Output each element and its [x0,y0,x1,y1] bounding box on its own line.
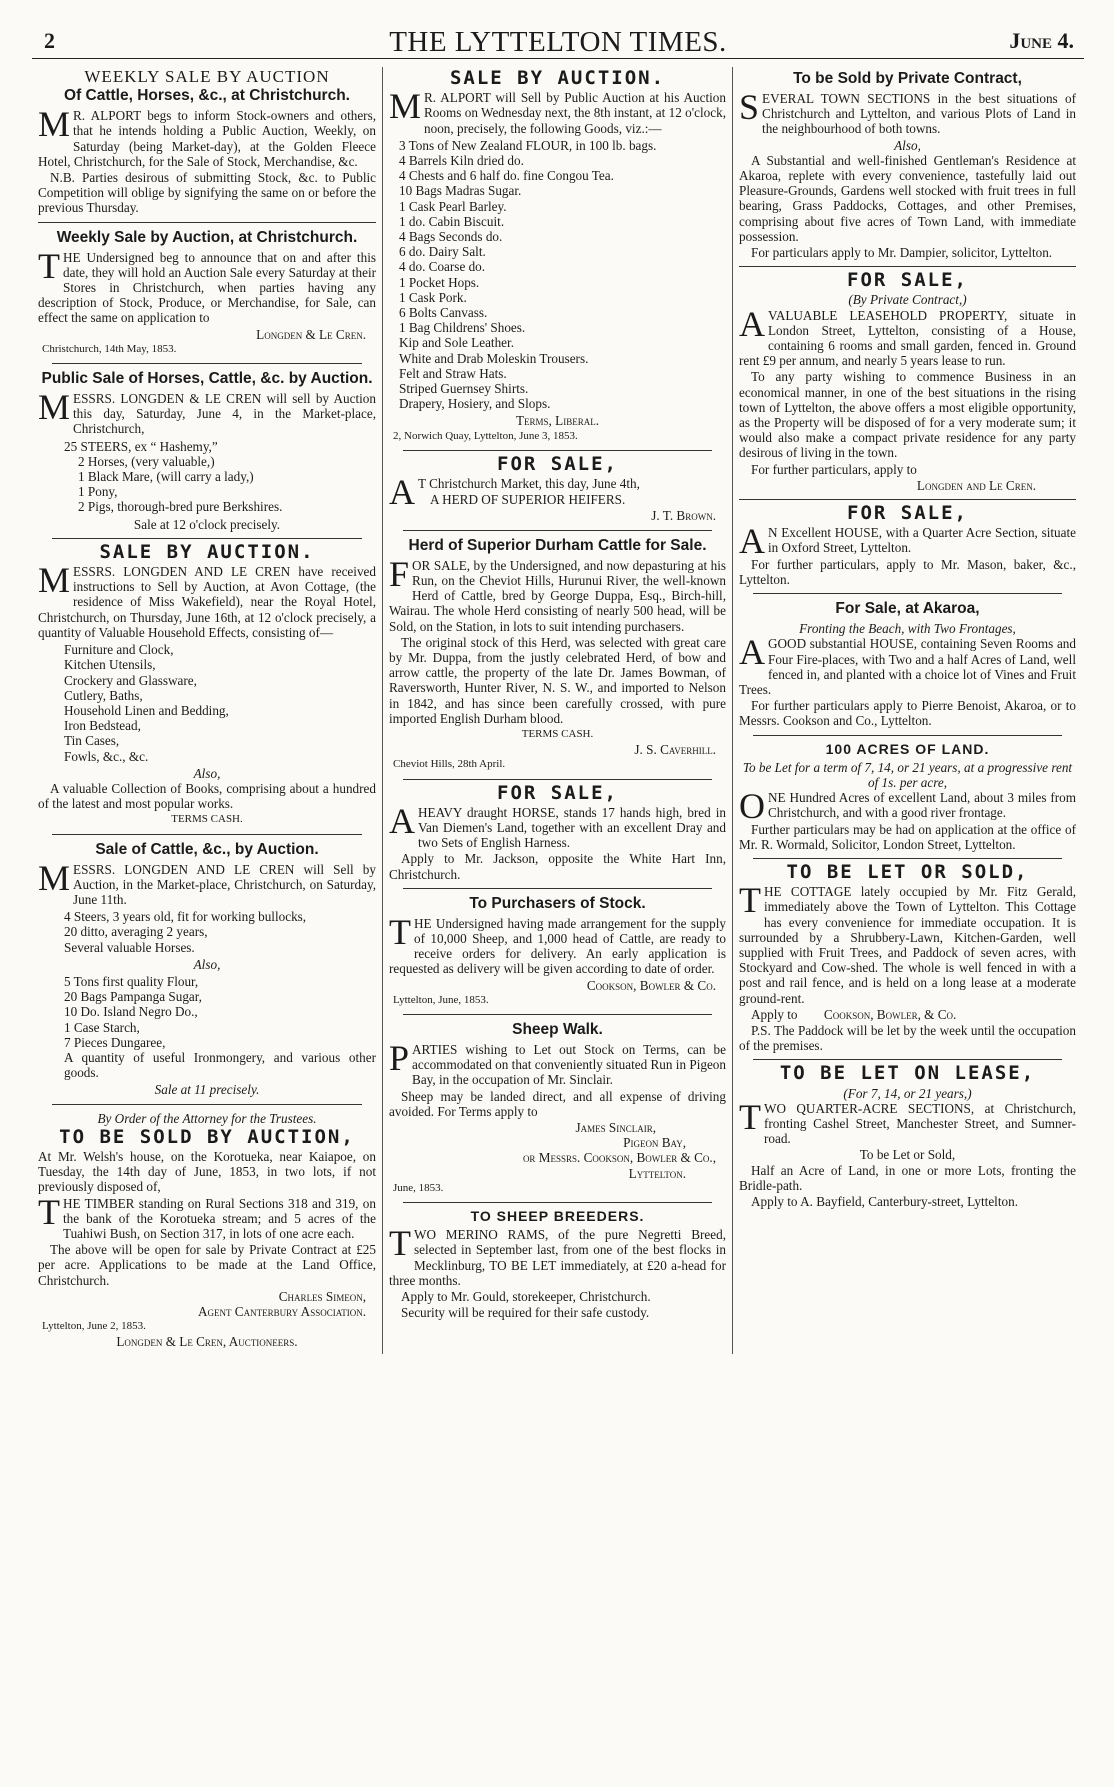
list-item: 4 do. Coarse do. [399,259,486,275]
ad-public-sale-horses [38,370,376,532]
list-item: 6 do. Dairy Salt. [399,244,486,260]
ad-body-2: Further particulars may be had on application at the office of Mr. R. Wormald, Solicitor, London Street, Lyttelton. [739,821,1076,852]
drop-cap: M [389,86,422,127]
drop-cap: A [389,472,415,513]
divider [403,888,712,889]
drop-cap: T [739,1096,761,1137]
divider [753,1059,1062,1060]
column-1 [32,67,382,1354]
ad-title: FOR SALE, [497,452,618,475]
ad-signature: J. T. Brown. [651,508,716,524]
ad-body-3: Apply to A. Bayfield, Canterbury-street, Lyttelton. [751,1194,1018,1209]
ad-title: Herd of Superior Durham Cattle for Sale. [408,536,707,554]
ad-alport-auction-goods [389,67,726,444]
list-item: 10 Do. Island Negro Do., [64,1004,198,1020]
list-item: Kitchen Utensils, [64,657,156,673]
ad-body-2: For further particulars, apply to Mr. Mason, baker, &c., Lyttelton. [739,556,1076,587]
list-item: 1 Black Mare, (will carry a lady,) [78,469,254,485]
ad-title: WEEKLY SALE BY AUCTION [84,67,330,86]
drop-cap: T [38,1191,60,1232]
ad-body: R. ALPORT begs to inform Stock-owners and others, that he intends holding a Public Auction, Weekly, on Saturday (being Market-day), at the Golden Fleece Hotel, Christchurch, for the Sale of Stock, Merchandise, &c. [38,108,376,169]
ad-title: Public Sale of Horses, Cattle, &c. by Auction. [41,370,373,388]
ad-note: Sale at 12 o'clock precisely. [133,516,281,532]
drop-cap: A [739,521,765,562]
drop-cap: F [389,553,410,594]
ad-subtitle: (For 7, 14, or 21 years,) [843,1085,972,1101]
ad-signature: Cookson, Bowler & Co. [586,977,716,993]
ad-title: SALE BY AUCTION. [99,540,315,563]
drop-cap: M [38,387,71,428]
ad-subtitle-2: To be Let or Sold, [859,1147,956,1163]
drop-cap: M [38,560,71,601]
drop-cap: O [739,786,765,827]
ad-subtitle: To be Let for a term of 7, 14, or 21 years, at a progressive rent of 1s. per acre, [742,759,1073,790]
ad-subtitle: Fronting the Beach, with Two Frontages, [799,621,1016,637]
drop-cap: A [389,800,415,841]
column-2 [382,67,732,1354]
ad-title: For Sale, at Akaroa, [835,600,980,618]
ad-signature-3: or Messrs. Cookson, Bowler & Co., [522,1150,716,1166]
ad-body-3: Security will be required for their safe custody. [401,1305,650,1321]
list-item: 20 ditto, averaging 2 years, [64,924,208,940]
list-item: White and Drab Moleskin Trousers. [399,350,589,366]
ad-body: EVERAL TOWN SECTIONS in the best situations of Christchurch and Lyttelton, and various Plots of Land in the neighbourhood of both towns. [762,91,1076,137]
list-item: 1 do. Cabin Biscuit. [399,213,505,229]
list-item: 1 Cask Pearl Barley. [399,198,507,214]
ad-body: NE Hundred Acres of excellent Land, about 3 miles from Christchurch, and with a good river frontage. [768,790,1076,821]
ad-body: VALUABLE LEASEHOLD PROPERTY, situate in London Street, Lyttelton, consisting of a House, containing 6 rooms and small garden, fenced in. Ground rent £9 per annum, and nearly 5 years lease to run. [739,307,1076,369]
divider [38,222,376,223]
ad-body: HE Undersigned beg to announce that on and after this date, they will hold an Auction Sale every Saturday at their Stores in Christchurch, when parties having any description of Stock, Produce, or Merchandise, for Sale, can effect the same on application to [38,249,376,326]
ad-also: Also, [894,137,921,153]
ad-signature: Cookson, Bowler, & Co. [823,1006,957,1022]
ad-akaroa-house [739,600,1076,728]
divider [403,450,712,451]
ad-body-2: To any party wishing to commence Business in an economical manner, in one of the best situations in the rising town of Lyttelton, the above offers a most eligible opportunity, as the Property will be disposed of for a very moderate sum; it would also make a compact private residence for any party desirous of living in the town. [739,369,1076,461]
list-item: Iron Bedstead, [64,718,141,734]
ad-sheep-breeders [389,1209,726,1320]
ad-terms: TERMS CASH. [171,813,243,826]
list-item: 2 Horses, (very valuable,) [78,453,215,469]
list-item: Felt and Straw Hats. [399,365,507,381]
ad-signature-4: Lyttelton. [628,1165,686,1181]
ad-signature: J. S. Caverhill. [634,742,716,758]
ad-body-2: A Substantial and well-finished Gentleman's Residence at Akaroa, replete with every convenience, tastefully laid out Pleasure-Grounds, Gardens well stocked with fruit trees in full bearing, Grass Paddocks, Cottages, and other Premises, comprising about five acres of Town Land, with immediate possession. [739,152,1076,244]
drop-cap: A [739,632,765,673]
ad-body: HEAVY draught HORSE, stands 17 hands high, bred in Van Diemen's Land, together with an excellent Dray and two Sets of English Harness. [418,804,726,851]
ad-body-2: For further particulars apply to Pierre Benoist, Akaroa, or to Messrs. Cookson and Co., Lyttelton. [739,698,1076,729]
ad-signature: Longden and Le Cren. [916,477,1036,493]
list-item: Drapery, Hosiery, and Slops. [399,396,551,412]
columns [32,67,1084,1354]
ad-sale-household-effects [38,540,376,828]
ad-body: OR SALE, by the Undersigned, and now depasturing at his Run, on the Cheviot Hills, Hurunui River, the well-known Herd of Cattle, bred by George Duppa, Esq., Birch-hill, Wairau. The whole Herd consisting of nearly 500 head, will be Sold, on the Station, in lots to suit intending purchasers. [389,557,726,634]
ad-signature: James Sinclair, [575,1119,656,1135]
ad-terms: Terms, Liberal. [515,413,599,429]
ad-dateline: 2, Norwich Quay, Lyttelton, June 3, 1853. [393,429,578,442]
divider [403,779,712,780]
ad-body: R. ALPORT will Sell by Public Auction at his Auction Rooms on Wednesday next, the 8th instant, at 12 o'clock, noon, precisely, the following Goods, viz.:— [424,90,726,136]
ad-body-3: For further particulars, apply to [751,461,917,477]
ad-body: WO MERINO RAMS, of the pure Negretti Breed, selected in September last, from one of the best flocks in Mecklinburg, TO BE LET immediately, at £20 a-head for three months. [389,1227,726,1288]
list-item: 10 Bags Madras Sugar. [399,183,522,199]
ad-body-2: Sheep may be landed direct, and all expense of driving avoided. For Terms apply to [389,1088,726,1119]
ad-title: 100 ACRES OF LAND. [825,740,990,757]
list-item: Crockery and Glassware, [64,672,197,688]
list-item: 6 Bolts Canvass. [399,305,488,321]
ad-dateline: Christchurch, 14th May, 1853. [42,342,177,355]
ad-body: ESSRS. LONGDEN AND LE CREN will Sell by Auction, in the Market-place, Christchurch, on Saturday, June 11th. [73,861,376,907]
ad-title: TO BE LET OR SOLD, [786,860,1029,883]
ad-title: Weekly Sale by Auction, at Christchurch. [56,228,358,246]
ad-order: By Order of the Attorney for the Trustees. [97,1110,317,1126]
ad-title: TO BE LET ON LEASE, [779,1062,1036,1085]
divider [52,363,362,364]
drop-cap: P [389,1037,410,1078]
list-item: Household Linen and Bedding, [64,702,229,718]
ad-let-on-lease [739,1062,1076,1209]
list-item: Kip and Sole Leather. [399,335,514,351]
ad-body: ARTIES wishing to Let out Stock on Terms, can be accommodated on that conveniently situated Run in Pigeon Bay, in the occupation of Mr. Sinclair. [412,1041,726,1088]
ad-body-2: Half an Acre of Land, in one or more Lots, fronting the Bridle-path. [739,1162,1076,1193]
list-item: 4 Barrels Kiln dried do. [399,153,524,169]
ad-subtitle: (By Private Contract,) [848,292,967,308]
ad-body: HE COTTAGE lately occupied by Mr. Fitz Gerald, immediately above the Town of Lyttelton. This Cottage has every convenience for immediate occupation. It is surrounded by a Shrubbery-Lawn, Kitchen-Garden, well supplied with Fruit Trees, and Paddock of seven acres, with Stockyard and Cow-shed. The whole is well fenced in with a post and rail fence, and is held on a long lease at a moderate ground-rent. [739,884,1076,1006]
divider [739,266,1076,267]
ad-private-contract [739,70,1076,260]
list-item: A quantity of useful Ironmongery, and various other goods. [64,1049,376,1081]
ad-signature-2: Pigeon Bay, [623,1135,686,1151]
ad-cottage-let-or-sold [739,860,1076,1054]
item-list [399,138,726,412]
divider [753,858,1062,859]
ad-also: Also, [193,765,221,781]
ad-body: ESSRS. LONGDEN AND LE CREN have received instructions to Sell by Auction, at Avon Cottage, (the residence of Miss Wakefield), near the Royal Hotel, Christchurch, on Thursday, June 16th, at 12 o'clock precisely, a quantity of Valuable Household Effects, consisting of— [38,564,376,640]
ad-title: To be Sold by Private Contract, [793,70,1022,87]
ad-body-2: Apply to Mr. Gould, storekeeper, Christchurch. [401,1289,651,1305]
ad-draught-horse [389,781,726,882]
list-item: 3 Tons of New Zealand FLOUR, in 100 lb. bags. [399,137,657,153]
drop-cap: T [739,880,761,921]
list-item: Fowls, &c., &c. [64,748,149,764]
ad-100-acres [739,742,1076,852]
ad-body-3: For particulars apply to Mr. Dampier, solicitor, Lyttelton. [751,245,1053,261]
list-item: 4 Steers, 3 years old, fit for working bullocks, [64,909,307,925]
ad-apply: Apply to [751,1006,798,1022]
ad-body-2: N.B. Parties desirous of submitting Stock, &c. to Public Competition will oblige by signifying the same on or before the previous Thursday. [38,170,376,216]
ad-body-2: HE TIMBER standing on Rural Sections 318 and 319, on the bank of the Korotueka stream; and 5 acres of the Tuahiwi Bush, on Section 317, in lots of one acre each. [63,1195,376,1241]
item-list [64,642,376,764]
drop-cap: M [38,857,71,898]
ad-body-3: The above will be open for sale by Private Contract at £25 per acre. Applications to be made at the Land Office, Christchurch. [38,1242,376,1288]
ad-dateline: Lyttelton, June, 1853. [393,993,489,1006]
ad-body: N Excellent HOUSE, with a Quarter Acre Section, situate in Oxford Street, Lyttelton. [768,525,1076,556]
ad-auctioneers: Longden & Le Cren, Auctioneers. [116,1334,298,1350]
ad-body-2: A valuable Collection of Books, comprising about a hundred of the latest and most popular works. [38,780,376,812]
list-item: Cutlery, Baths, [64,687,143,703]
drop-cap: T [38,245,60,286]
divider [52,834,362,835]
ad-house-oxford-street [739,502,1076,587]
ad-subtitle: Of Cattle, Horses, &c., at Christchurch. [64,87,350,105]
ad-leasehold-property [739,269,1076,493]
ad-body: T Christchurch Market, this day, June 4th, [418,476,640,492]
divider [739,499,1076,500]
divider [403,1202,712,1203]
ad-dateline: Cheviot Hills, 28th April. [393,758,506,771]
ad-weekly-sale-alport [38,69,376,216]
ad-title: To Purchasers of Stock. [469,894,646,912]
drop-cap: M [38,104,71,145]
ad-title: SALE BY AUCTION. [449,67,666,89]
ad-body: WO QUARTER-ACRE SECTIONS, at Christchurch, fronting Cashel Street, Manchester Street, and Sumner-road. [764,1100,1076,1147]
ad-title: Sale of Cattle, &c., by Auction. [95,840,319,858]
drop-cap: A [739,303,765,344]
list-item: 5 Tons first quality Flour, [64,973,199,989]
list-item: 2 Pigs, thorough-bred pure Berkshires. [78,499,283,515]
divider [403,1014,712,1015]
issue-date: June 4. [1009,28,1074,53]
list-item: 1 Case Starch, [64,1019,140,1035]
list-item: 7 Pieces Dungaree, [64,1034,166,1050]
drop-cap: T [389,1223,411,1264]
ad-body-2: A HERD OF SUPERIOR HEIFERS. [430,492,626,508]
ad-dateline: June, 1853. [393,1181,444,1194]
list-item: 1 Bag Childrens' Shoes. [399,320,526,336]
list-item: 1 Pocket Hops. [399,274,480,290]
masthead [32,22,1084,59]
ad-durham-cattle [389,537,726,773]
ad-title: FOR SALE, [497,781,618,804]
item-list-2 [64,974,376,1080]
item-list [64,909,376,955]
list-item: 4 Chests and 6 half do. fine Congou Tea. [399,168,614,184]
list-item: Tin Cases, [64,733,120,749]
ad-body: HE Undersigned having made arrangement for the supply of 10,000 Sheep, and 1,000 head of Cattle, are ready to receive orders for delivery. An early application is requested as delivery will be given according to date of order. [389,915,726,977]
ad-title: FOR SALE, [847,269,968,292]
ad-also: Also, [193,956,221,972]
ad-sale-cattle [38,841,376,1098]
ad-postscript: P.S. The Paddock will be let by the week until the occupation of the premises. [739,1022,1076,1054]
ad-body: GOOD substantial HOUSE, containing Seven Rooms and Four Fire-places, with Two and a half Acres of Land, well fenced in, and planted with a choice lot of Vines and Fruit Trees. [739,636,1076,697]
ad-body: At Mr. Welsh's house, on the Korotueka, near Kaiapoe, on Tuesday, the 14th day of June, 1853, in two lots, if not previously disposed of, [38,1148,376,1195]
ad-terms: TERMS CASH. [521,727,594,740]
drop-cap: T [389,911,411,952]
list-item: Striped Guernsey Shirts. [399,381,529,397]
ad-note: Sale at 11 precisely. [154,1082,260,1098]
ad-body: ESSRS. LONGDEN & LE CREN will sell by Auction this day, Saturday, June 4, in the Market-place, Christchurch, [73,391,376,437]
item-list [64,439,376,515]
ad-title: TO BE SOLD BY AUCTION, [59,1125,355,1148]
newspaper-title: THE LYTTELTON TIMES. [389,26,727,58]
ad-body-2: The original stock of this Herd, was selected with great care by Mr. Duppa, from the justly celebrated Herd, of bow and arrow cattle, the property of the late Dr. James Bowman, of Raversworth, Hunter River, N. S. W., and imported to Nelson in 1842, and has since been carefully crossed, with pure imported English Durham blood. [389,634,726,726]
drop-cap: S [739,87,760,127]
divider [52,538,362,539]
page-number: 2 [44,28,55,53]
divider [403,530,712,531]
ad-body-2: Apply to Mr. Jackson, opposite the White Hart Inn, Christchurch. [389,851,726,882]
ad-purchasers-of-stock [389,895,726,1008]
list-item: 1 Pony, [78,484,118,500]
list-item: 25 STEERS, ex “ Hashemy,” [64,438,218,454]
divider [753,735,1062,736]
ad-timber-sale [38,1111,376,1350]
column-3 [732,67,1082,1354]
ad-heifers [389,452,726,524]
ad-title: FOR SALE, [847,502,968,525]
divider [753,593,1062,594]
list-item: Several valuable Horses. [64,939,195,955]
ad-signature: Longden & Le Cren. [256,326,366,342]
ad-weekly-sale-christchurch [38,229,376,357]
ad-signature: Charles Simeon, [278,1288,366,1304]
ad-title: Sheep Walk. [512,1020,603,1038]
list-item: 4 Bags Seconds do. [399,229,503,245]
ad-sheep-walk [389,1021,726,1196]
ad-title: TO SHEEP BREEDERS. [470,1208,645,1224]
list-item: Furniture and Clock, [64,642,174,658]
divider [52,1104,362,1105]
ad-dateline: Lyttelton, June 2, 1853. [42,1320,146,1333]
list-item: 1 Cask Pork. [399,289,467,305]
list-item: 20 Bags Pampanga Sugar, [64,989,202,1005]
ad-signature-2: Agent Canterbury Association. [197,1304,366,1320]
